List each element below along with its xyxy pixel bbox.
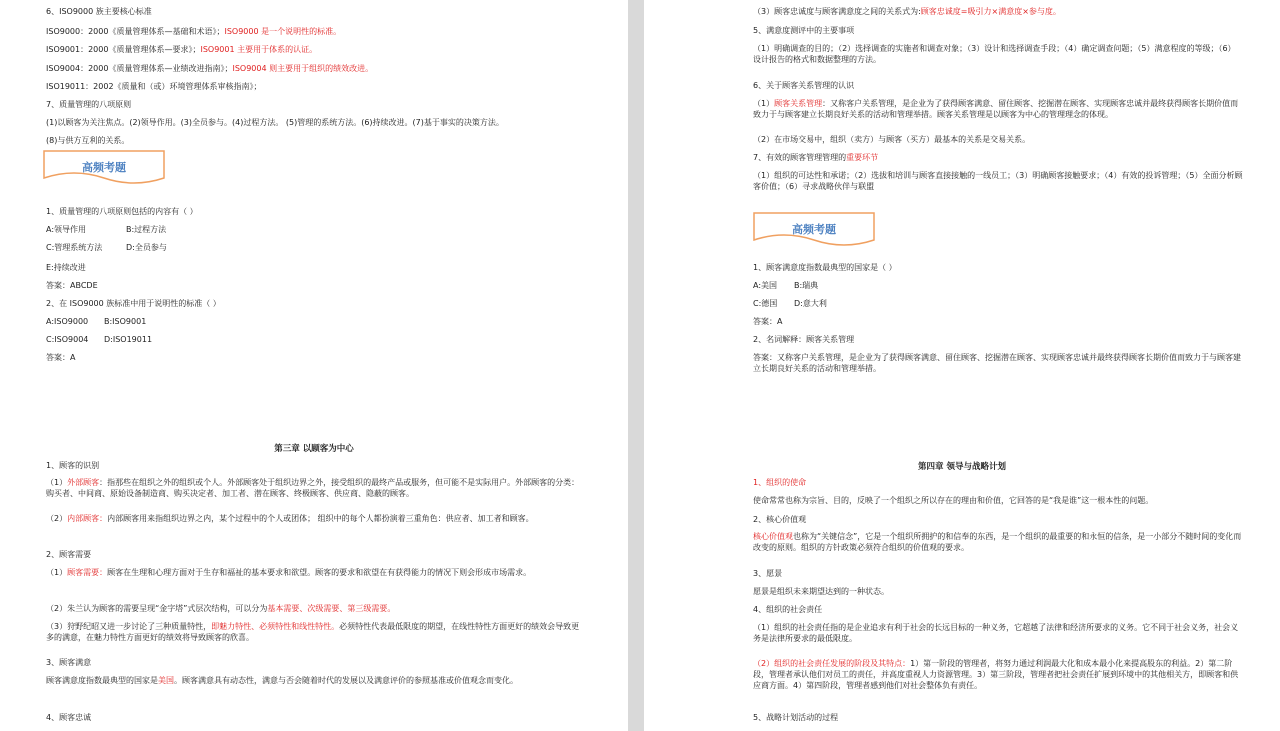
badge-label: 高频考题: [82, 161, 126, 174]
section-heading: 2、顾客需要: [46, 550, 92, 559]
option: C:ISO9004: [46, 335, 89, 344]
paragraph: （1）明确调查的目的；（2）选择调查的实施者和调查对象；（3）设计和选择调查手段；（4）确定调查问题；（5）满意程度的等级；（6）设计报告的格式和数据整理的方法。: [753, 44, 1236, 64]
paragraph: 核心价值观也称为“关键信念”，它是一个组织所拥护的和信奉的东西，是一个组织的最重要的和永恒的信条，是一小部分不随时间的变化而改变的原则。组织的方针政策必须符合组织的价值观的要求。: [753, 532, 1242, 552]
answer: 答案：A: [46, 353, 76, 362]
chapter-title: 第四章 领导与战略计划: [918, 462, 1006, 472]
option: D:ISO19011: [104, 335, 153, 344]
paragraph: （1）组织的可达性和承诺；（2）选拔和培训与顾客直接接触的一线员工；（3）明确顾客接触要求；（4）有效的投诉管理；（5）全面分析顾客价值；（6）寻求战略伙伴与联盟: [753, 171, 1243, 191]
option: A:领导作用: [46, 225, 87, 234]
section-heading: 2、核心价值观: [753, 515, 807, 524]
section-heading: 6、关于顾客关系管理的认识: [753, 81, 855, 90]
paragraph: 顾客满意度指数最典型的国家是美国。顾客满意具有动态性，满意与否会随着时代的发展以及满意评价的参照基准或价值观念而变化。: [46, 676, 518, 685]
high-frequency-badge: [42, 148, 166, 188]
question: 1、顾客满意度指数最典型的国家是（ ）: [753, 263, 897, 272]
paragraph: （2）内部顾客：内部顾客用来指组织边界之内，某个过程中的个人或团体； 组织中的每个人都扮演着三重角色：供应者、加工者和顾客。: [46, 514, 534, 523]
option: A:美国: [753, 281, 778, 290]
paragraph: （2）朱兰认为顾客的需要呈现“金字塔”式层次结构，可以分为基本需要、次级需要、第三级需要。: [46, 604, 396, 613]
paragraph: 愿景是组织未来期望达到的一种状态。: [753, 587, 889, 596]
document-page-left: [0, 0, 628, 731]
high-frequency-badge: [752, 210, 876, 250]
iso19011-line: ISO19011：2002《质量和（或）环境管理体系审核指南》；: [46, 82, 262, 91]
paragraph: 使命常常也称为宗旨、目的，反映了一个组织之所以存在的理由和价值，它回答的是“我是谁”这一根本性的问题。: [753, 496, 1154, 505]
option: C:管理系统方法: [46, 243, 103, 252]
section-heading: 1、顾客的识别: [46, 461, 100, 470]
option: D:意大利: [794, 299, 827, 308]
question: 2、在 ISO9000 族标准中用于说明性的标准（ ）: [46, 299, 221, 308]
section-heading: 3、愿景: [753, 569, 783, 578]
section-heading: 6、ISO9000 族主要核心标准: [46, 7, 152, 16]
formula-line: （3）顾客忠诚度与顾客满意度之间的关系式为:顾客忠诚度=吸引力×满意度×参与度。: [753, 7, 1061, 16]
paragraph: （1）顾客需要：顾客在生理和心理方面对于生存和福祉的基本要求和欲望。顾客的要求和欲望在有获得能力的情况下则会形成市场需求。: [46, 568, 532, 577]
option: A:ISO9000: [46, 317, 89, 326]
section-heading: 3、顾客满意: [46, 658, 92, 667]
paragraph: （2）组织的社会责任发展的阶段及其特点：1）第一阶段的管理者，将努力通过利润最大化和成本最小化来提高股东的利益。2）第二阶段，管理者承认他们对员工的责任，并高度重视人力资源管理。3）第三阶段，管理者把社会责任扩展到环境中的其他相关方，即顾客和供应商方面。4）第四阶段，管理者感到他们对社会整体负有责任。: [753, 659, 1239, 690]
answer: 答案：又称客户关系管理，是企业为了获得顾客满意、留住顾客、挖掘潜在顾客、实现顾客忠诚并最终获得顾客长期价值而致力于与顾客建立长期良好关系的活动和管理举措。: [753, 353, 1241, 373]
paragraph: （3）狩野纪昭又进一步讨论了三种质量特性，即魅力特性、必须特性和线性特性。必须特性代表最低限度的期望，在线性特性方面更好的绩效会导致更多的满意，在魅力特性方面更好的绩效将导致顾客的欣喜。: [46, 622, 580, 642]
option: B:瑞典: [794, 281, 819, 290]
chapter-title: 第三章 以顾客为中心: [274, 444, 354, 454]
option: C:德国: [753, 299, 778, 308]
paragraph: （1）外部顾客：指那些在组织之外的组织或个人。外部顾客处于组织边界之外，接受组织的最终产品或服务，但可能不是实际用户。外部顾客的分类：购买者、中间商、原始设备制造商、购买决定者、加工者、潜在顾客、终极顾客、供应商、隐蔽的顾客。: [46, 478, 580, 498]
paragraph: （2）在市场交易中，组织（卖方）与顾客（买方）最基本的关系是交易关系。: [753, 135, 1031, 144]
section-heading: 7、有效的顾客管理管理的重要环节: [753, 153, 879, 162]
option: E:持续改进: [46, 263, 86, 272]
iso9000-line: ISO9000：2000《质量管理体系—基础和术语》；ISO9000 是一个说明性的标准。: [46, 27, 342, 36]
document-page-right: [644, 0, 1280, 731]
question: 1、质量管理的八项原则包括的内容有（ ）: [46, 207, 198, 216]
section-heading: 5、战略计划活动的过程: [753, 713, 839, 722]
badge-label: 高频考题: [792, 223, 836, 236]
section-heading: 4、组织的社会责任: [753, 605, 823, 614]
section-heading: 4、顾客忠诚: [46, 713, 92, 722]
option: B:过程方法: [126, 225, 167, 234]
page-gutter: [628, 0, 644, 731]
option: D:全员参与: [126, 243, 167, 252]
section-heading: 5、满意度测评中的主要事项: [753, 26, 855, 35]
answer: 答案：A: [753, 317, 783, 326]
paragraph: （1）组织的社会责任指的是企业追求有利于社会的长远目标的一种义务，它超越了法律和经济所要求的义务。它不同于社会义务，社会义务是法律所要求的最低限度。: [753, 623, 1239, 643]
section-heading: 1、组织的使命: [753, 478, 807, 487]
section-heading: 7、质量管理的八项原则: [46, 100, 132, 109]
iso9001-line: ISO9001：2000《质量管理体系—要求》；ISO9001 主要用于体系的认证。: [46, 45, 318, 54]
principles-line: (1)以顾客为关注焦点。(2)领导作用。(3)全员参与。(4)过程方法。 (5)管理的系统方法。(6)持续改进。(7)基于事实的决策方法。: [46, 118, 504, 127]
option: B:ISO9001: [104, 317, 147, 326]
question: 2、名词解释：顾客关系管理: [753, 335, 855, 344]
principles-line: (8)与供方互利的关系。: [46, 136, 130, 145]
iso9004-line: ISO9004：2000《质量管理体系—业绩改进指南》；ISO9004 则主要用于组织的绩效改进。: [46, 64, 374, 73]
answer: 答案：ABCDE: [46, 281, 98, 290]
paragraph: （1）顾客关系管理：又称客户关系管理，是企业为了获得顾客满意、留住顾客、挖掘潜在顾客、实现顾客忠诚并最终获得顾客长期价值而致力于与顾客建立长期良好关系的活动和管理举措。顾客关系管理是以顾客为中心的管理理念的体现。: [753, 99, 1239, 119]
